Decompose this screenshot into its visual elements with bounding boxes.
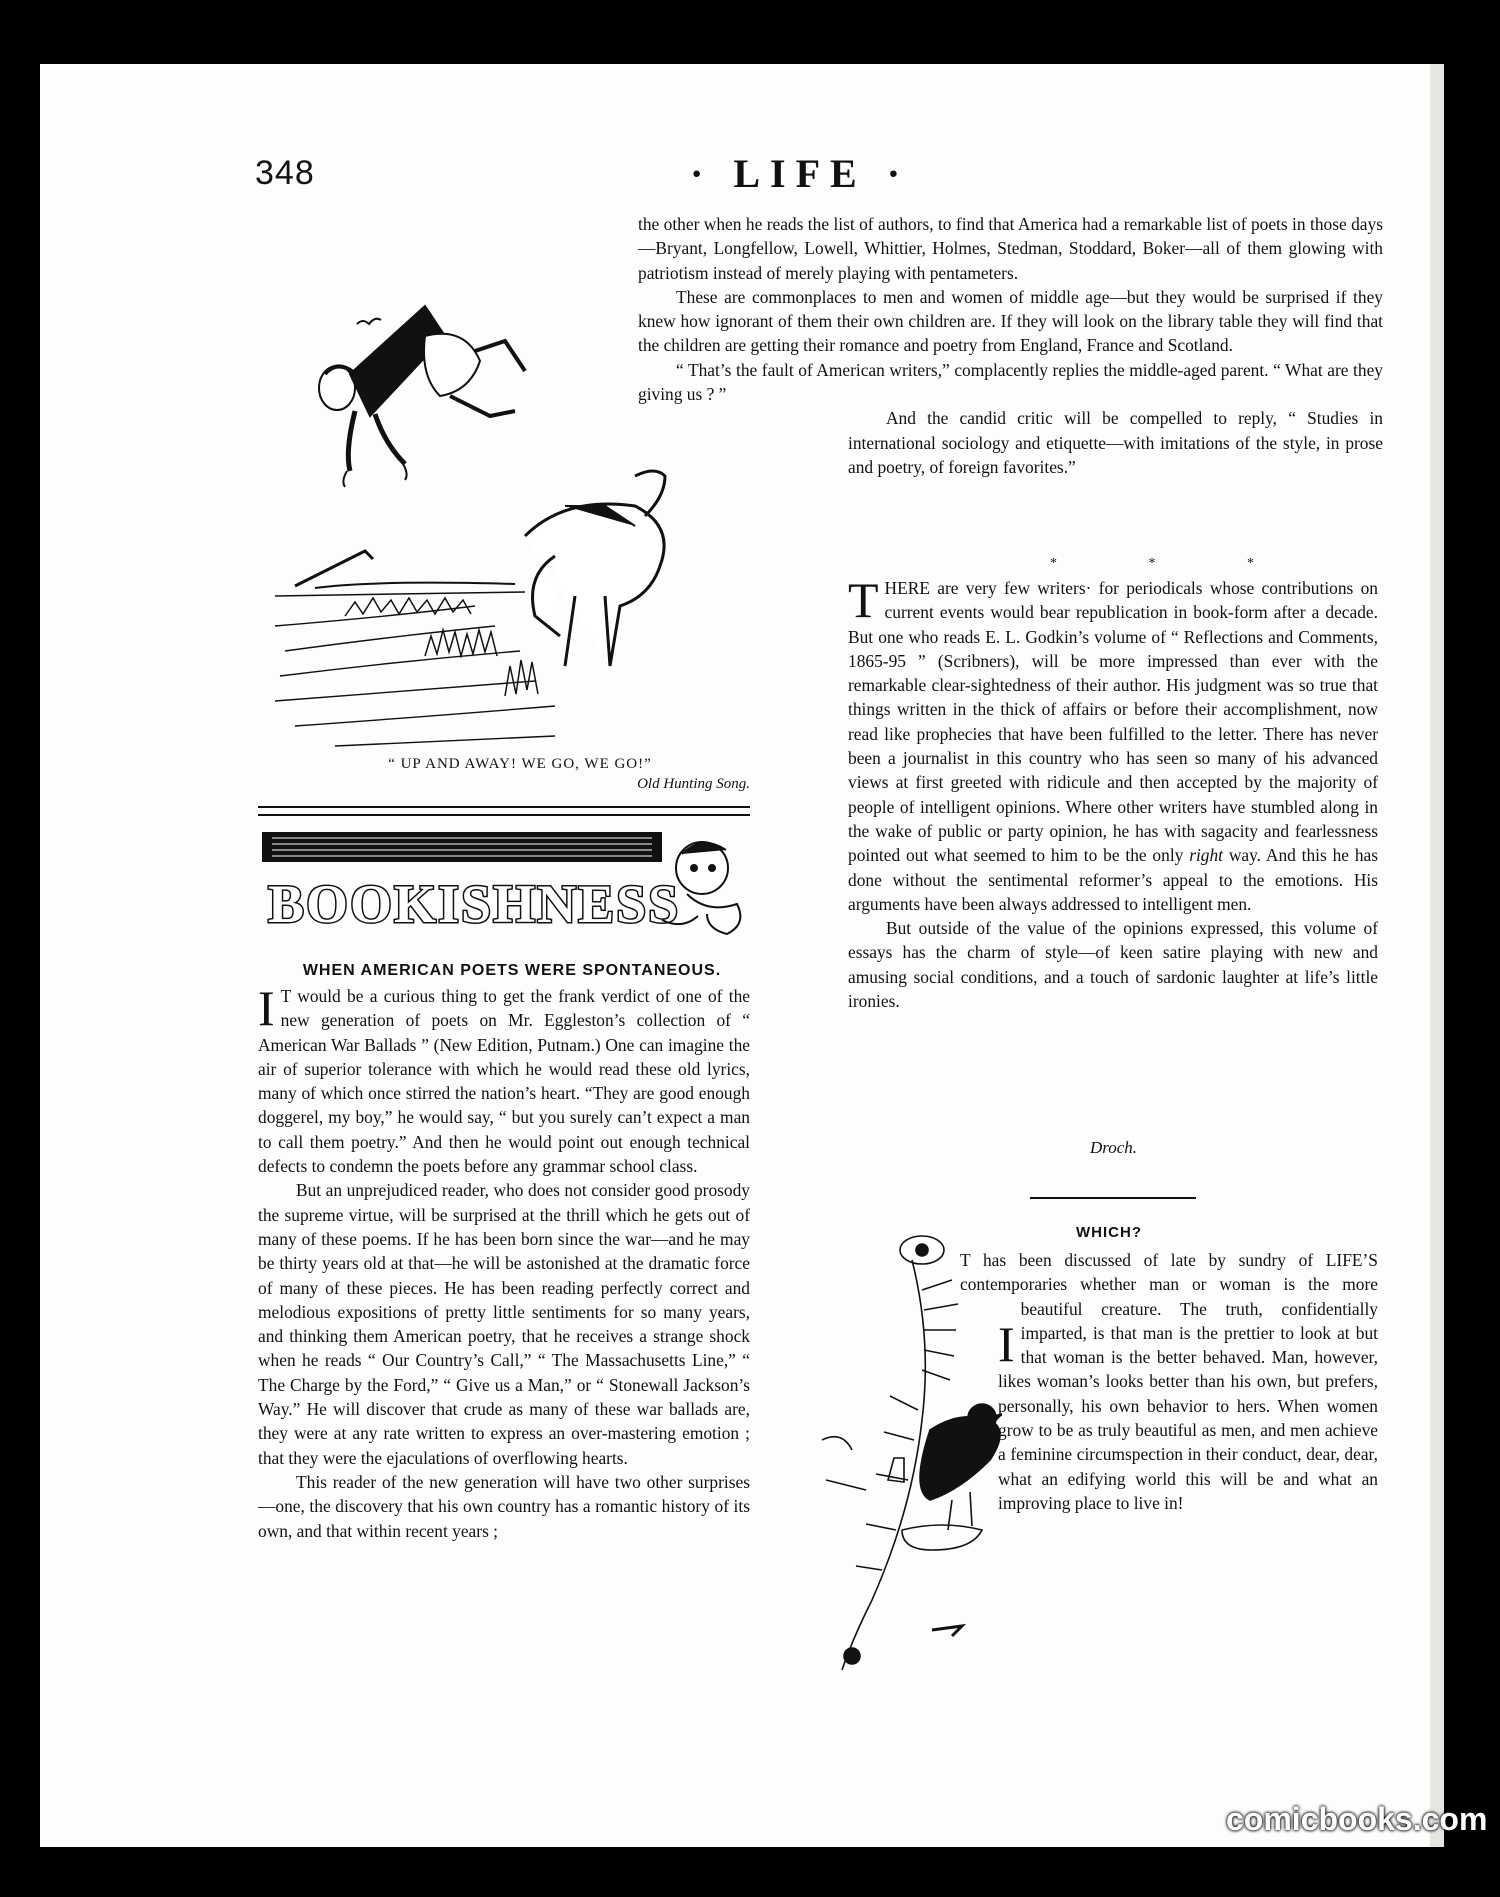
paragraph: And the candid critic will be compelled to reply, “ Studies in international sociology and etiquette—with imitations of the style, in prose and poetry, of foreign favorites.” — [848, 408, 1383, 477]
section-separator: * * * — [1050, 556, 1298, 571]
hunting-illustration — [275, 296, 695, 751]
bookishness-banner — [262, 824, 748, 944]
paragraph: THERE are very few writers· for periodicals whose contributions on current events would bear republication in book-form after a decade. But one who reads E. L. Godkin’s volume of “ Reflections and Comments, 1865-95 ” (Scribners), will be more impressed than ever with the remarkable clear-sightedness of their author. His judgment was so true that things written in the thick of affairs or before their accomplishment, now read like prophecies that have been fulfilled to the letter. There has never been a journalist in this country who has seen so many of his advanced views at first greeted with ridicule and then accepted by the majority of people of intelligent opinions. Where other writers have stumbled along in the wake of public or party opinion, he has with sagacity and fearlessness pointed out what seemed to him to be the only right way. And this he has done without the sentimental reformer’s appeal to the emotions. His arguments have been always addressed to intelligent men. — [848, 572, 1379, 914]
double-rule — [258, 806, 750, 816]
magazine-page — [40, 64, 1430, 1847]
article-heading: WHEN AMERICAN POETS WERE SPONTANEOUS. — [302, 962, 722, 979]
masthead-title: · LIFE · — [690, 151, 911, 196]
paragraph: These are commonplaces to men and women of middle age—but they would be surprised if they knew how ignorant of them their own children are. If they will look on the library table they will find that the children are getting their romance and poetry from England, France and Scotland. — [638, 286, 1383, 356]
paragraph: But an unprejudiced reader, who does not consider good prosody the supreme virtue, will be surprised at the thrill which he gets out of many of these poems. If he has been born since the war—and he may be thirty years old at that—he will be astonished at the dramatic force of many of these pieces. He has been reading perfectly correct and melodious expositions of pretty little sentiments for so many years, and thinking them American poetry, that he receives a strange shock when he reads “ Our Country’s Call,” “ The Massachusetts Line,” “ The Charge by the Ford,” “ Give us a Man,” or “ Stonewall Jackson’s Way.” He will discover that crude as many of these war ballads are, they were at any rate written to express an over-mastering emotion ; that they were the ejaculations of overflowing hearts. — [258, 1180, 750, 1468]
poets-article-body — [258, 980, 750, 1543]
drop-cap: T — [848, 572, 879, 628]
paragraph: But outside of the value of the opinions expressed, this volume of essays has the charm of style—of keen satire playing with new and amusing social conditions, and a touch of sardonic laughter at life’s little ironies. — [848, 918, 1378, 1012]
which-heading: WHICH? — [1076, 1224, 1142, 1241]
author-signoff: Droch. — [1090, 1138, 1138, 1157]
drop-cap: I — [258, 980, 275, 1036]
godkin-review-body — [848, 572, 1379, 1013]
drop-cap: I — [998, 1316, 1015, 1372]
paragraph: I T has been discussed of late by sundry of LIFE’S contemporaries whether man or woman is the more beautiful creature. The truth, confidentially imparted, is that man is the prettier to look at but that woman is the better behaved. Man, however, likes woman’s looks better than his own, but prefers, personally, his own behavior to hers. When women grow to be as truly beautiful as men, and men achieve a feminine circumspection in their conduct, dear, dear, what an edifying world this will be and what an improving place to live in! — [960, 1248, 1378, 1515]
page-number: 348 — [255, 154, 315, 192]
illustration-caption — [290, 754, 750, 794]
paragraph: the other when he reads the list of authors, to find that America had a remarkable list of poets in those days—Bryant, Longfellow, Lowell, Whittier, Holmes, Stedman, Stoddard, Boker—all of them glowing with patriotism instead of merely playing with pentameters. — [638, 214, 1383, 283]
continued-article-text — [638, 212, 1383, 479]
short-rule — [1030, 1197, 1196, 1199]
banner-title: BOOKISHNESS — [268, 874, 681, 934]
illustration-spacer — [960, 1320, 998, 1538]
watermark: comicbooks.com — [1226, 1801, 1488, 1837]
paragraph: “ That’s the fault of American writers,” complacently replies the middle-aged parent. “ What are they giving us ? ” — [638, 359, 1383, 405]
caption-quote: “ UP AND AWAY! WE GO, WE GO!” — [388, 756, 652, 772]
paragraph: I T would be a curious thing to get the frank verdict of one of the new generation of poets on Mr. Eggleston’s collection of “ American War Ballads ” (New Edition, Putnam.) One can imagine the air of superior tolerance with which he would read these old lyrics, many of which once stirred the nation’s heart. “They are good enough doggerel, my boy,” he would say, “ but you surely can’t expect a man to call them poetry.” And then he would point out enough technical defects to condemn the poets before any grammar school class. — [258, 980, 750, 1177]
paragraph: This reader of the new generation will have two other surprises—one, the discovery that his own country has a romantic history of its own, and that within recent years ; — [258, 1471, 750, 1541]
caption-source: Old Hunting Song. — [637, 776, 750, 792]
adjacent-page-edge — [1430, 64, 1500, 1847]
which-article-body — [960, 1248, 1378, 1538]
